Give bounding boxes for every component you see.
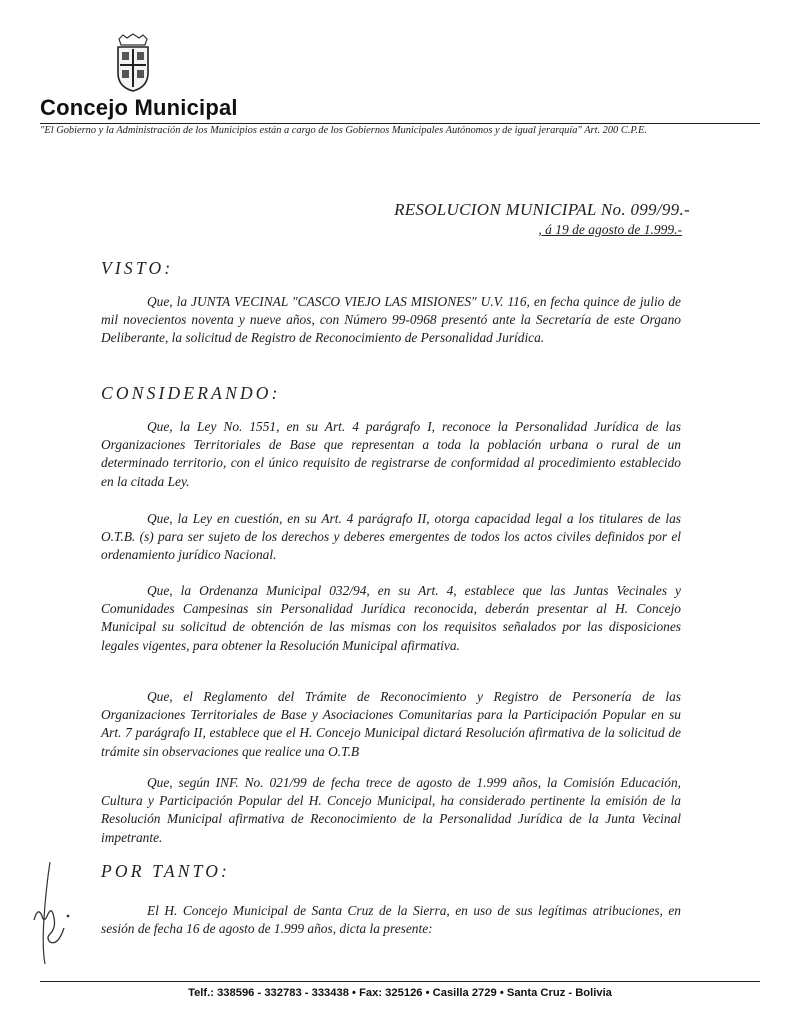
paragraph-considerando-3: Que, la Ordenanza Municipal 032/94, en su Art. 4, establece que las Juntas Vecinales y Comunidades Campesinas sin Personalidad Jurídica reconocida, deberán presentar al H. Concejo Municipal su solicitud de obtención de las mismas con los requisitos señalados por las disposiciones legales vigentes, para obtener la Resolución Municipal afirmativa. [101, 583, 681, 653]
handwritten-signature [20, 858, 80, 968]
paragraph-visto: Que, la JUNTA VECINAL "CASCO VIEJO LAS MISIONES" U.V. 116, en fecha quince de julio de mil novecientos noventa y nueve años, con Número 99-0968 presentó ante la Secretaría de este Organo Deliberante, la solicitud de Registro de Reconocimiento de Personalidad Jurídica. [101, 294, 681, 346]
footer-divider [40, 981, 760, 982]
section-heading-visto: VISTO: [101, 258, 174, 278]
paragraph-considerando-5: Que, según INF. No. 021/99 de fecha trece de agosto de 1.999 años, la Comisión Educación, Cultura y Participación Popular del H. Concejo Municipal, ha considerado pertinente la emisión de la Resolución Municipal afirmativa de Reconocimiento de la Personalidad Jurídica de la Junta Vecinal impetrante. [101, 775, 681, 845]
paragraph-considerando-2: Que, la Ley en cuestión, en su Art. 4 parágrafo II, otorga capacidad legal a los titulares de las O.T.B. (s) para ser sujeto de los derechos y deberes emergentes de todos los actos civiles definidos por el ordenamiento jurídico Nacional. [101, 511, 681, 563]
paragraph-considerando-1: Que, la Ley No. 1551, en su Art. 4 parágrafo I, reconoce la Personalidad Jurídica de las Organizaciones Territoriales de Base que representan a toda la población urbana o rural de un determinado territorio, con el único requisito de registrarse de conformidad al procedimiento establecido en la citada Ley. [101, 419, 681, 489]
resolution-date: , á 19 de agosto de 1.999.- [538, 222, 682, 237]
paragraph-considerando-4: Que, el Reglamento del Trámite de Reconocimiento y Registro de Personería de las Organizaciones Territoriales de Base y Asociaciones Comunitarias para la Participación Popular en su Art. 7 parágrafo II, establece que el H. Concejo Municipal dictará Resolución afirmativa de la solicitud de trámite sin observaciones que realice una O.T.B [101, 689, 681, 759]
paragraph-por-tanto: El H. Concejo Municipal de Santa Cruz de la Sierra, en uso de sus legítimas atribuciones, en sesión de fecha 16 de agosto de 1.999 años, dicta la presente: [101, 903, 681, 937]
header-divider [40, 123, 760, 124]
organization-name: Concejo Municipal [40, 95, 238, 120]
resolution-title: RESOLUCION MUNICIPAL No. 099/99.- [394, 200, 690, 219]
section-heading-por-tanto: POR TANTO: [101, 861, 231, 881]
section-heading-considerando: CONSIDERANDO: [101, 383, 281, 403]
footer-contact: Telf.: 338596 - 332783 - 333438 • Fax: 325126 • Casilla 2729 • Santa Cruz - Bolivia [188, 987, 612, 999]
coat-of-arms-icon [113, 33, 153, 93]
letterhead-motto: "El Gobierno y la Administración de los Municipios están a cargo de los Gobiernos Municipales Autónomos y de igual jerarquía" Art. 200 C.P.E. [40, 125, 647, 136]
